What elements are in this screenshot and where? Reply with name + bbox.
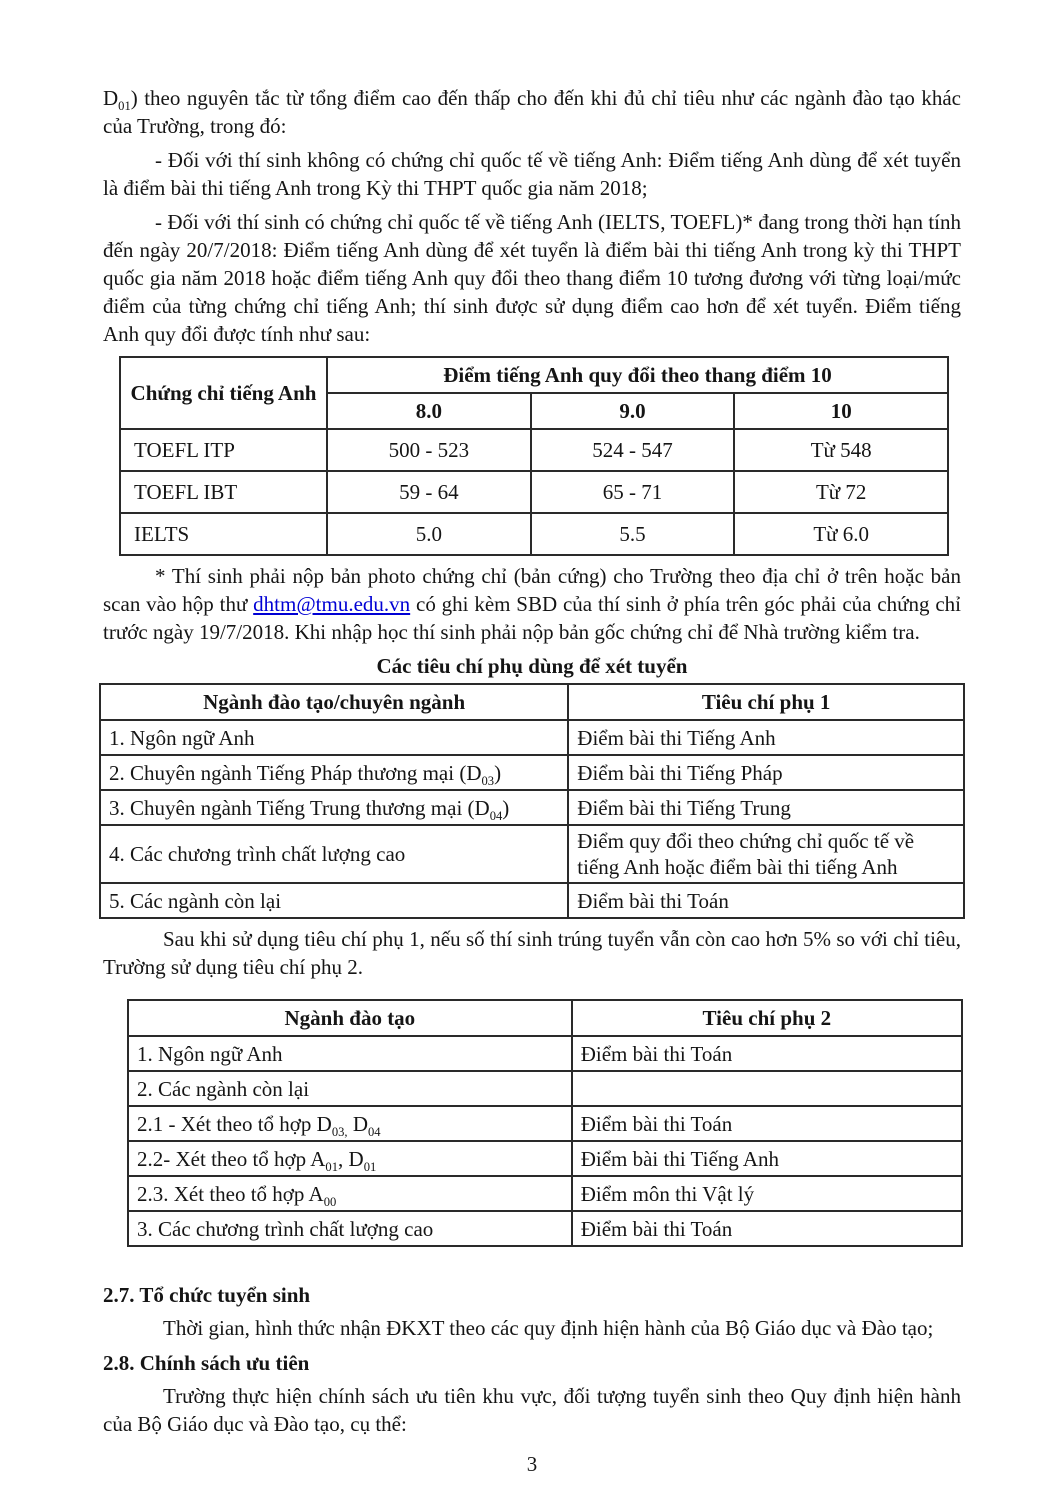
section-2-7-body: Thời gian, hình thức nhận ĐKXT theo các quy định hiện hành của Bộ Giáo dục và Đào tạo; — [163, 1316, 934, 1340]
cell-major: 4. Các chương trình chất lượng cao — [100, 825, 568, 883]
table-row — [100, 755, 964, 790]
text-segment: 2. Chuyên ngành Tiếng Pháp thương mại (D — [109, 760, 482, 785]
cell-score: 59 - 64 — [327, 471, 531, 513]
cell-major — [128, 1106, 572, 1141]
cell-criterion: Điểm môn thi Vật lý — [572, 1176, 962, 1211]
table-row — [128, 1141, 962, 1176]
cell-major: 5. Các ngành còn lại — [100, 883, 568, 918]
header-score-10: 10 — [734, 393, 948, 429]
table-header-row — [100, 684, 964, 720]
cell-score: Từ 548 — [734, 429, 948, 471]
section-2-7-heading: 2.7. Tổ chức tuyển sinh — [103, 1283, 311, 1307]
cell-criterion: Điểm quy đổi theo chứng chỉ quốc tế về tiếng Anh hoặc điểm bài thi tiếng Anh — [568, 825, 964, 883]
cell-criterion: Điểm bài thi Tiếng Pháp — [568, 755, 964, 790]
email-link[interactable]: dhtm@tmu.edu.vn — [253, 592, 411, 616]
subscript: 04 — [489, 808, 503, 823]
text-segment: ) — [494, 760, 502, 785]
header-certificate: Chứng chỉ tiếng Anh — [120, 357, 327, 429]
table-row — [120, 513, 948, 555]
english-score-conversion-table — [119, 356, 949, 556]
cell-certificate: IELTS — [120, 513, 327, 555]
subscript: 00 — [323, 1194, 337, 1209]
subscript: 01 — [118, 99, 131, 114]
table-row — [100, 790, 964, 825]
section-2-8-heading: 2.8. Chính sách ưu tiên — [103, 1351, 310, 1375]
cell-major — [100, 755, 568, 790]
header-major: Ngành đào tạo/chuyên ngành — [100, 684, 568, 720]
table-row — [128, 1176, 962, 1211]
cell-criterion: Điểm bài thi Toán — [572, 1036, 962, 1071]
cell-score: Từ 6.0 — [734, 513, 948, 555]
cell-major — [128, 1176, 572, 1211]
cell-criterion: Điểm bài thi Toán — [568, 883, 964, 918]
text-segment: 3. Chuyên ngành Tiếng Trung thương mại (D — [109, 795, 490, 820]
paragraph-no-certificate: - Đối với thí sinh không có chứng chỉ quốc tế về tiếng Anh: Điểm tiếng Anh dùng để xét tuyển là điểm bài thi tiếng Anh trong Kỳ thi THPT quốc gia năm 2018; — [103, 148, 961, 200]
cell-major — [100, 790, 568, 825]
subscript: 01 — [363, 1159, 377, 1174]
header-criterion-2: Tiêu chí phụ 2 — [572, 1000, 962, 1036]
cell-major — [128, 1141, 572, 1176]
cell-score: Từ 72 — [734, 471, 948, 513]
subscript: 03 — [481, 773, 495, 788]
cell-criterion — [572, 1071, 962, 1106]
header-converted-score: Điểm tiếng Anh quy đổi theo thang điểm 10 — [327, 357, 948, 393]
text-segment: có ghi kèm SBD của thí sinh ở phía trên góc phải của chứng chỉ trước ngày 19/7/2018. Khi nhập học thí sinh phải nộp bản gốc chứng chỉ để Nhà trường kiểm tra. — [103, 592, 961, 644]
cell-certificate: TOEFL IBT — [120, 471, 327, 513]
paragraph-between-tables: Sau khi sử dụng tiêu chí phụ 1, nếu số thí sinh trúng tuyển vẫn còn cao hơn 5% so với chỉ tiêu, Trường sử dụng tiêu chí phụ 2. — [103, 927, 961, 979]
cell-major: 1. Ngôn ngữ Anh — [128, 1036, 572, 1071]
header-criterion-1: Tiêu chí phụ 1 — [568, 684, 964, 720]
sub-criteria-1-table — [99, 683, 965, 919]
cell-major: 2. Các ngành còn lại — [128, 1071, 572, 1106]
paragraph-with-certificate: - Đối với thí sinh có chứng chỉ quốc tế về tiếng Anh (IELTS, TOEFL)* đang trong thời hạn tính đến ngày 20/7/2018: Điểm tiếng Anh dùng để xét tuyển là điểm bài thi tiếng Anh trong kỳ thi THPT quốc gia năm 2018 hoặc điểm tiếng Anh quy đổi theo thang điểm 10 tương đương với từng loại/mức điểm của từng chứng chỉ tiếng Anh; thí sinh được sử dụng điểm cao hơn để xét tuyển. Điểm tiếng Anh quy đổi được tính như sau: — [103, 210, 961, 346]
cell-criterion: Điểm bài thi Tiếng Trung — [568, 790, 964, 825]
table-row — [100, 825, 964, 883]
note-paragraph — [103, 562, 961, 646]
text-segment: 2.3. Xét theo tổ hợp A — [137, 1181, 324, 1206]
page-number: 3 — [526, 1452, 538, 1476]
text-segment: , D — [338, 1146, 364, 1171]
cell-score: 5.0 — [327, 513, 531, 555]
cell-score: 500 - 523 — [327, 429, 531, 471]
text-segment: 2.2- Xét theo tổ hợp A — [137, 1146, 326, 1171]
text-segment: ) — [502, 795, 510, 820]
cell-score: 65 - 71 — [531, 471, 735, 513]
subscript: 01 — [325, 1159, 339, 1174]
text-segment: 2.1 - Xét theo tổ hợp D — [137, 1111, 332, 1136]
text-segment: ) theo nguyên tắc từ tổng điểm cao đến thấp cho đến khi đủ chỉ tiêu như các ngành đào tạo khác của Trường, trong đó: — [103, 86, 961, 138]
table-row — [128, 1036, 962, 1071]
subscript: 04 — [368, 1124, 381, 1139]
table-row — [100, 883, 964, 918]
section-2-8-body: Trường thực hiện chính sách ưu tiên khu vực, đối tượng tuyển sinh theo Quy định hiện hành của Bộ Giáo dục và Đào tạo, cụ thể: — [103, 1384, 961, 1436]
table-row — [128, 1071, 962, 1106]
text-segment: D — [103, 86, 119, 110]
sub-criteria-2-table — [127, 999, 963, 1247]
header-major: Ngành đào tạo — [128, 1000, 572, 1036]
table-row — [128, 1106, 962, 1141]
paragraph-continuation — [103, 84, 961, 140]
table-row — [120, 429, 948, 471]
text-segment: D — [347, 1111, 368, 1136]
cell-score: 5.5 — [531, 513, 735, 555]
subscript: 03, — [331, 1124, 348, 1139]
table-header-row — [128, 1000, 962, 1036]
criteria-table-title: Các tiêu chí phụ dùng để xét tuyển — [376, 654, 688, 678]
cell-criterion: Điểm bài thi Toán — [572, 1106, 962, 1141]
header-score-9: 9.0 — [531, 393, 735, 429]
table-row — [128, 1211, 962, 1246]
table-row — [120, 471, 948, 513]
cell-criterion: Điểm bài thi Toán — [572, 1211, 962, 1246]
cell-certificate: TOEFL ITP — [120, 429, 327, 471]
table-row — [100, 720, 964, 755]
header-score-8: 8.0 — [327, 393, 531, 429]
text-segment: * Thí sinh phải nộp bản photo chứng chỉ (bản cứng) cho Trường theo địa chỉ ở trên hoặc bản scan vào hộp thư — [103, 564, 961, 616]
cell-score: 524 - 547 — [531, 429, 735, 471]
cell-major: 1. Ngôn ngữ Anh — [100, 720, 568, 755]
cell-criterion: Điểm bài thi Tiếng Anh — [568, 720, 964, 755]
cell-major: 3. Các chương trình chất lượng cao — [128, 1211, 572, 1246]
table-header-row — [120, 357, 948, 393]
cell-criterion: Điểm bài thi Tiếng Anh — [572, 1141, 962, 1176]
